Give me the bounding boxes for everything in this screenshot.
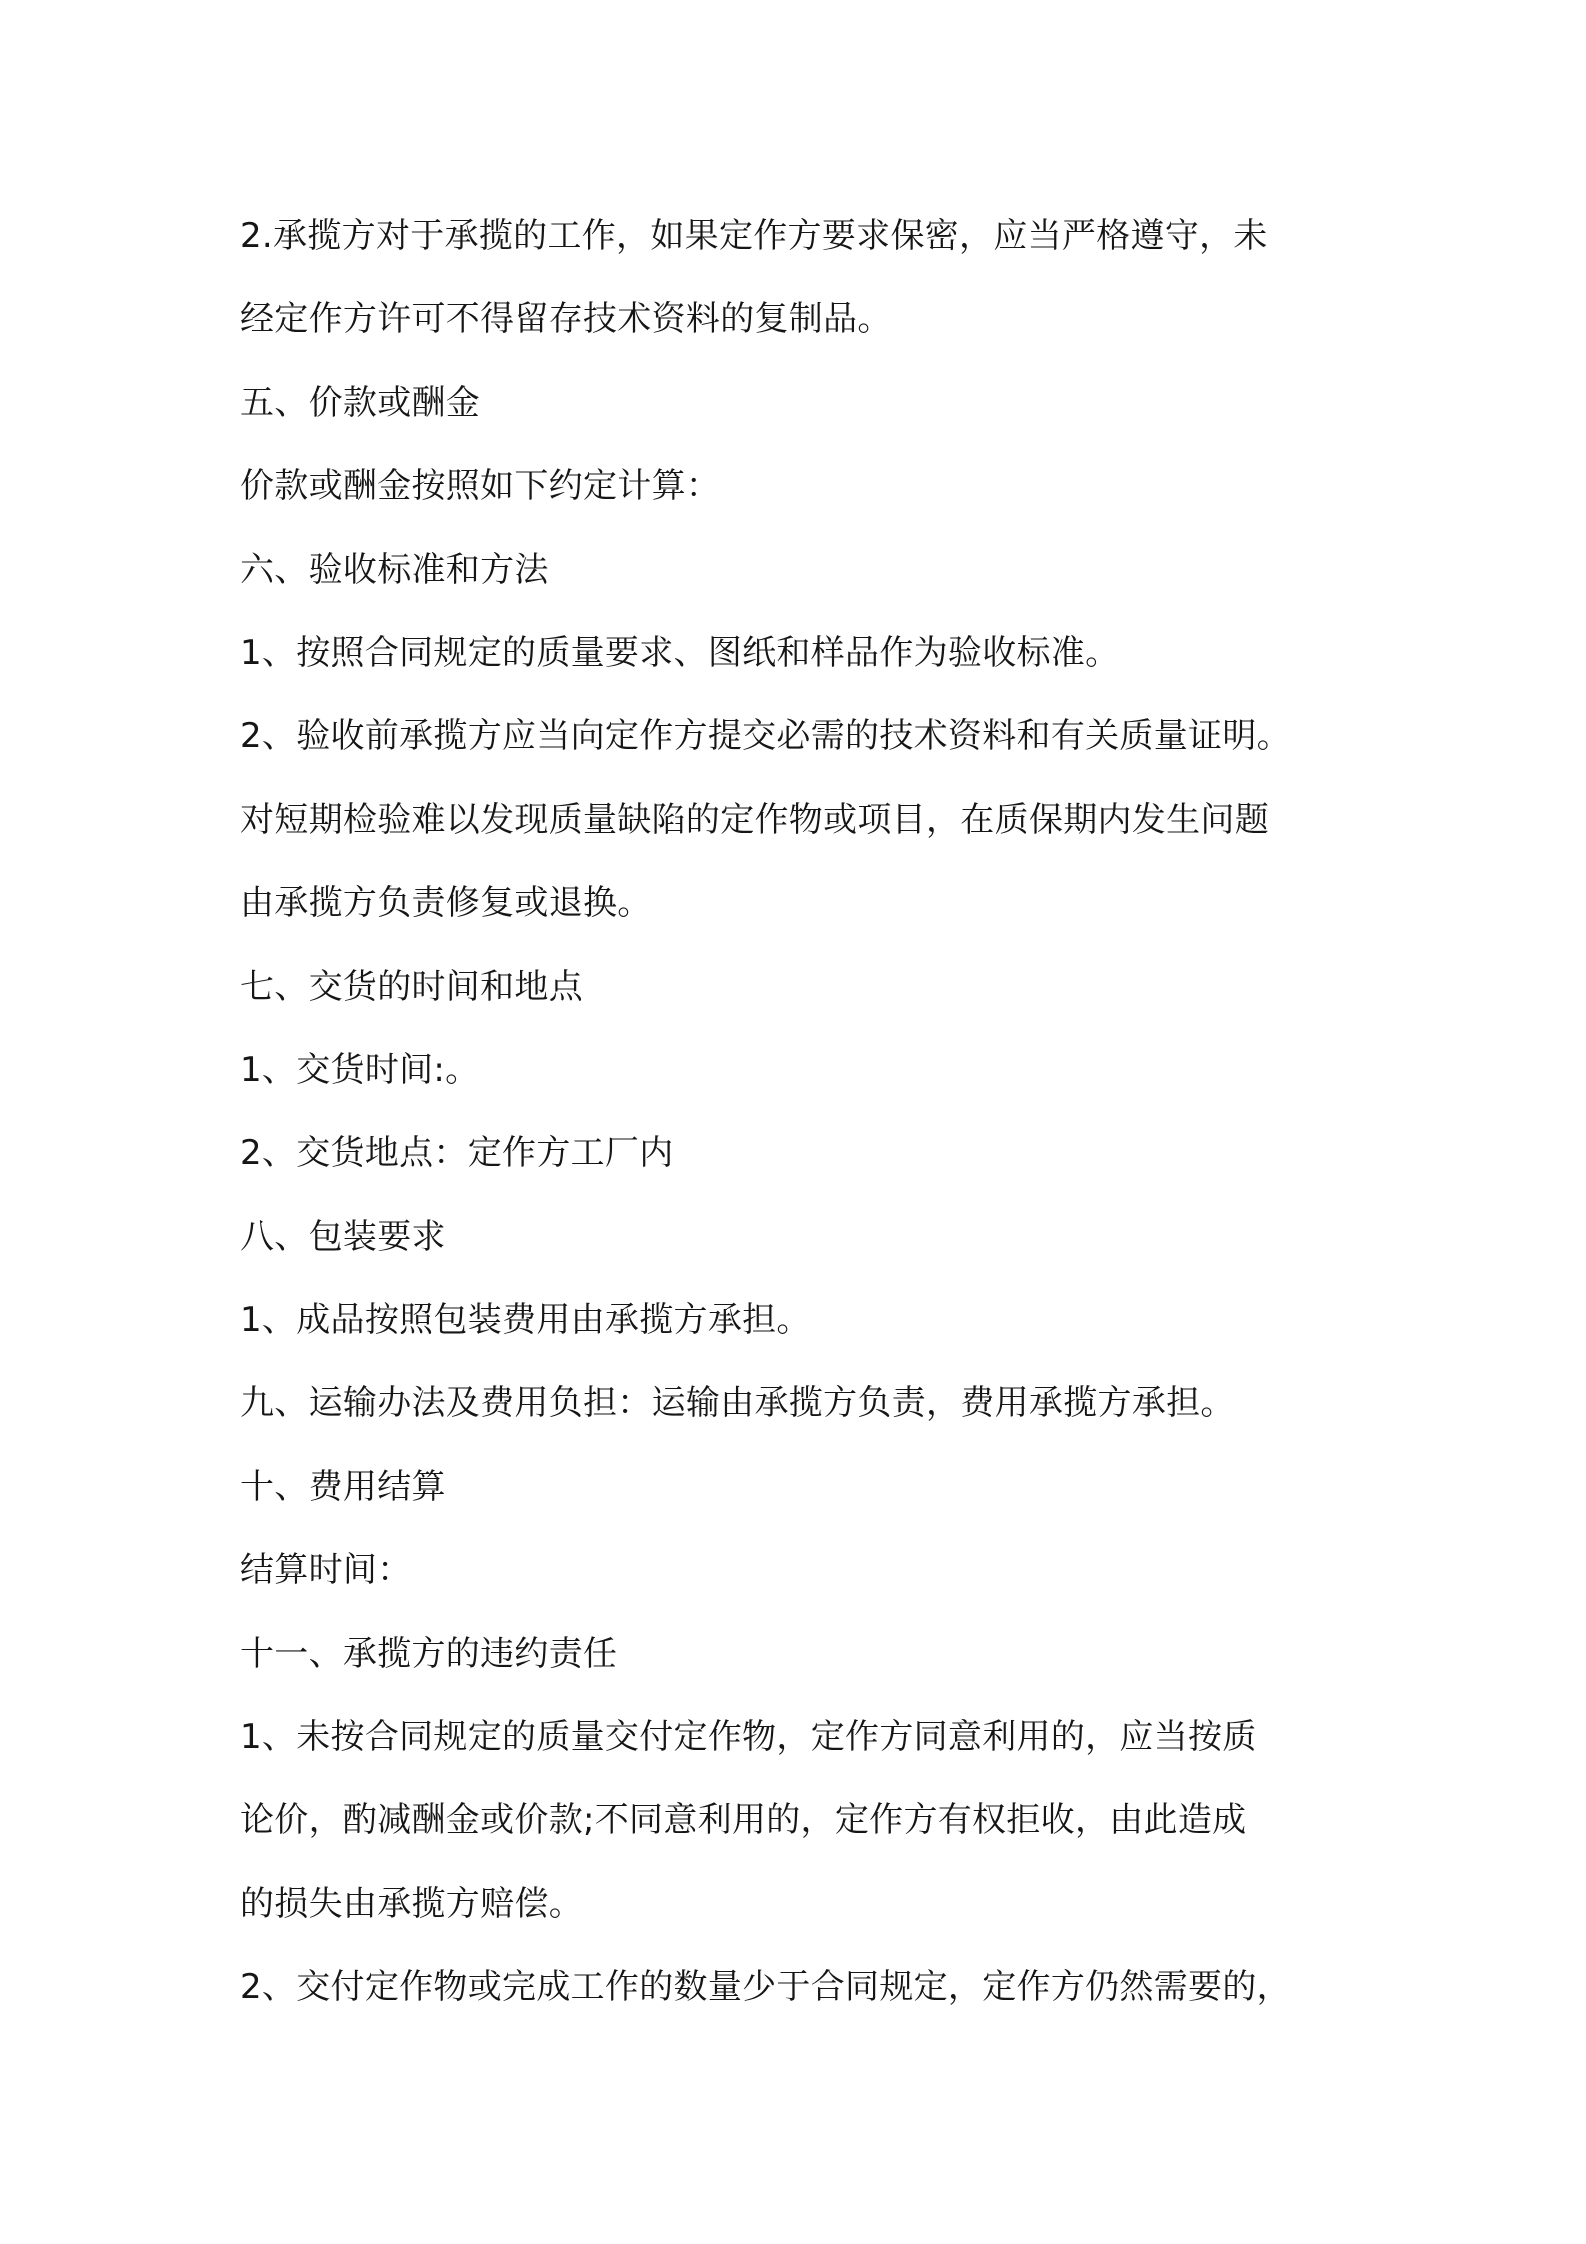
paragraph-line: 由承揽方负责修复或退换。 xyxy=(240,883,652,924)
paragraph-line: 1、成品按照包装费用由承揽方承担。 xyxy=(240,1300,811,1341)
paragraph-line: 结算时间： xyxy=(240,1550,412,1591)
paragraph-line: 对短期检验难以发现质量缺陷的定作物或项目，在质保期内发生问题 xyxy=(240,799,1269,840)
paragraph-line: 1、按照合同规定的质量要求、图纸和样品作为验收标准。 xyxy=(240,632,1120,673)
paragraph-line: 的损失由承揽方赔偿。 xyxy=(240,1883,583,1924)
paragraph-line: 论价，酌减酬金或价款;不同意利用的，定作方有权拒收，由此造成 xyxy=(240,1800,1247,1841)
section-heading: 九、运输办法及费用负担：运输由承揽方负责，费用承揽方承担。 xyxy=(240,1383,1235,1424)
section-heading: 八、包装要求 xyxy=(240,1216,446,1257)
paragraph-line: 1、未按合同规定的质量交付定作物，定作方同意利用的，应当按质 xyxy=(240,1717,1257,1758)
paragraph-line: 经定作方许可不得留存技术资料的复制品。 xyxy=(240,299,892,340)
section-heading: 五、价款或酬金 xyxy=(240,382,481,423)
document-body xyxy=(240,195,1380,2030)
paragraph-line: 2、交付定作物或完成工作的数量少于合同规定，定作方仍然需要的， xyxy=(240,1967,1291,2008)
section-heading: 十、费用结算 xyxy=(240,1466,446,1507)
section-heading: 十一、承揽方的违约责任 xyxy=(240,1633,618,1674)
section-heading: 六、验收标准和方法 xyxy=(240,549,549,590)
paragraph-line: 1、交货时间:。 xyxy=(240,1049,480,1090)
section-heading: 七、交货的时间和地点 xyxy=(240,966,583,1007)
paragraph-line: 价款或酬金按照如下约定计算： xyxy=(240,466,721,507)
paragraph-line: 2.承揽方对于承揽的工作，如果定作方要求保密，应当严格遵守，未 xyxy=(240,216,1268,256)
paragraph-line: 2、交货地点：定作方工厂内 xyxy=(240,1133,674,1174)
paragraph-line: 2、验收前承揽方应当向定作方提交必需的技术资料和有关质量证明。 xyxy=(240,716,1291,757)
